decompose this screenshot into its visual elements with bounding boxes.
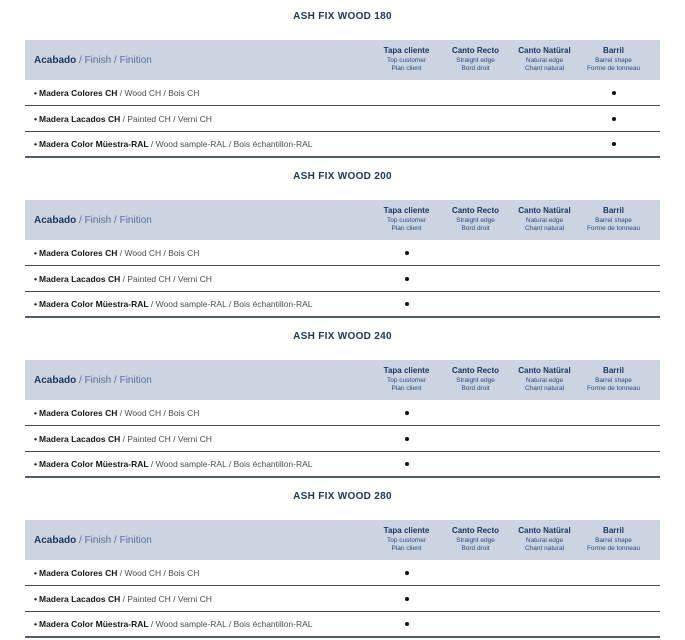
finish-name-bold: Madera Colores CH — [38, 567, 118, 578]
column-subtitle-line2: Bord droit — [461, 65, 490, 72]
availability-cell — [372, 240, 441, 265]
finish-name-bold: Madera Lacados CH — [38, 593, 121, 604]
column-header — [441, 527, 510, 553]
finish-name-bold: Madera Color Müestra-RAL — [38, 459, 149, 469]
availability-cell — [510, 586, 579, 611]
column-header — [510, 367, 579, 393]
availability-cell — [579, 400, 648, 425]
finish-name-bold: Madera Lacados CH — [38, 113, 121, 124]
availability-cell — [579, 560, 648, 585]
availability-cell — [441, 400, 510, 425]
column-header — [372, 367, 441, 393]
availability-cell — [510, 266, 579, 291]
availability-cell — [579, 266, 648, 291]
finish-name-bold: Madera Color Müestra-RAL — [38, 139, 149, 149]
column-header — [579, 367, 648, 393]
column-subtitle-line2: Plan client — [391, 385, 422, 392]
finish-name-translations: / Wood sample-RAL / Bois échantillon-RAL — [148, 299, 313, 309]
table-row — [25, 292, 660, 318]
finish-name-translations: / Wood CH / Bois CH — [117, 567, 200, 578]
column-header — [372, 207, 441, 233]
bullet-icon: • — [34, 139, 37, 149]
column-subtitle-line1: Barrel shape — [595, 377, 632, 384]
availability-cell — [372, 400, 441, 425]
finish-name-bold: Madera Lacados CH — [38, 273, 121, 284]
availability-cell — [441, 612, 510, 636]
availability-cell — [510, 400, 579, 425]
column-subtitle-line1: Straight edge — [456, 377, 495, 384]
column-subtitle-line2: Plan client — [391, 65, 422, 72]
availability-cell — [510, 132, 579, 156]
column-subtitle-line2: Forme de tonneau — [586, 65, 641, 72]
availability-dot-icon — [405, 277, 409, 281]
availability-cell — [579, 132, 648, 156]
availability-cell — [510, 612, 579, 636]
availability-cell — [441, 292, 510, 316]
availability-cell — [579, 426, 648, 451]
column-subtitle-line2: Chant natural — [524, 385, 565, 392]
availability-dot-icon — [405, 302, 409, 306]
column-subtitle-line1: Barrel shape — [595, 537, 632, 544]
finish-header-label — [25, 535, 372, 546]
availability-cell — [579, 586, 648, 611]
column-subtitle-line1: Straight edge — [456, 57, 495, 64]
column-title: Canto Natüral — [518, 206, 571, 215]
column-header — [510, 207, 579, 233]
header-label-bold: Acabado — [34, 534, 77, 546]
column-title: Canto Recto — [451, 206, 500, 215]
column-subtitle-line2: Bord droit — [461, 385, 490, 392]
finish-name-translations: / Painted CH / Verni CH — [120, 113, 212, 124]
column-subtitle-line1: Top customer — [386, 217, 427, 224]
header-label-bold: Acabado — [34, 54, 77, 66]
availability-cell — [372, 106, 441, 131]
column-subtitle-line2: Plan client — [391, 545, 422, 552]
finish-name — [25, 434, 372, 444]
finish-name — [25, 619, 372, 629]
header-band — [25, 520, 660, 560]
column-header — [510, 527, 579, 553]
header-label-bold: Acabado — [34, 214, 77, 226]
availability-cell — [579, 292, 648, 316]
column-title: Barril — [603, 366, 624, 375]
availability-cell — [579, 612, 648, 636]
table-row — [25, 80, 660, 106]
column-subtitle-line2: Plan client — [391, 225, 422, 232]
bullet-icon: • — [34, 247, 37, 258]
finish-name-bold: Madera Colores CH — [38, 407, 118, 418]
finish-name-translations: / Wood sample-RAL / Bois échantillon-RAL — [148, 619, 313, 629]
column-title: Canto Natüral — [518, 366, 571, 375]
header-band — [25, 40, 660, 80]
column-subtitle-line1: Natural edge — [525, 217, 564, 224]
table-row — [25, 266, 660, 292]
finish-header-label — [25, 375, 372, 386]
column-header — [441, 207, 510, 233]
column-subtitle-line2: Chant natural — [524, 545, 565, 552]
availability-cell — [441, 80, 510, 105]
availability-cell — [510, 292, 579, 316]
table-row — [25, 612, 660, 638]
finish-name-translations: / Wood CH / Bois CH — [117, 87, 200, 98]
finish-name — [25, 274, 372, 284]
finish-name — [25, 408, 372, 418]
bullet-icon: • — [34, 433, 37, 444]
product-table — [0, 480, 685, 640]
column-title: Canto Natüral — [518, 526, 571, 535]
table-row — [25, 132, 660, 158]
finish-name-translations: / Painted CH / Verni CH — [120, 433, 212, 444]
header-label-rest: / Finish / Finition — [76, 534, 152, 546]
availability-cell — [510, 426, 579, 451]
column-title: Canto Recto — [451, 46, 500, 55]
finish-name-translations: / Wood CH / Bois CH — [117, 247, 200, 258]
availability-cell — [441, 560, 510, 585]
availability-dot-icon — [405, 571, 409, 575]
finish-name — [25, 299, 372, 309]
availability-cell — [510, 560, 579, 585]
finish-name-bold: Madera Color Müestra-RAL — [38, 619, 149, 629]
bullet-icon: • — [34, 567, 37, 578]
column-subtitle-line2: Forme de tonneau — [586, 385, 641, 392]
finish-header-label — [25, 55, 372, 66]
column-header — [441, 47, 510, 73]
column-title: Canto Recto — [451, 366, 500, 375]
column-title: Tapa cliente — [383, 526, 430, 535]
column-title: Canto Recto — [451, 526, 500, 535]
finish-name-bold: Madera Colores CH — [38, 247, 118, 258]
finish-name-bold: Madera Colores CH — [38, 87, 118, 98]
availability-dot-icon — [405, 597, 409, 601]
table-row — [25, 400, 660, 426]
header-band — [25, 360, 660, 400]
availability-cell — [579, 452, 648, 476]
column-subtitle-line2: Bord droit — [461, 225, 490, 232]
availability-cell — [372, 452, 441, 476]
table-row — [25, 240, 660, 266]
column-subtitle-line1: Natural edge — [525, 57, 564, 64]
column-subtitle-line2: Chant natural — [524, 65, 565, 72]
availability-cell — [441, 132, 510, 156]
availability-cell — [441, 426, 510, 451]
table-title: ASH FIX WOOD 280 — [293, 491, 392, 502]
finish-name — [25, 248, 372, 258]
header-label-bold: Acabado — [34, 374, 77, 386]
availability-dot-icon — [405, 437, 409, 441]
table-row — [25, 426, 660, 452]
column-title: Barril — [603, 46, 624, 55]
product-table — [0, 320, 685, 480]
availability-cell — [372, 586, 441, 611]
table-title: ASH FIX WOOD 240 — [293, 331, 392, 342]
column-subtitle-line2: Forme de tonneau — [586, 545, 641, 552]
finish-name-translations: / Wood sample-RAL / Bois échantillon-RAL — [148, 139, 313, 149]
column-subtitle-line1: Straight edge — [456, 537, 495, 544]
column-subtitle-line1: Barrel shape — [595, 217, 632, 224]
finish-name — [25, 139, 372, 149]
column-title: Tapa cliente — [383, 366, 430, 375]
column-header — [441, 367, 510, 393]
column-header — [579, 207, 648, 233]
column-header — [510, 47, 579, 73]
column-subtitle-line2: Forme de tonneau — [586, 225, 641, 232]
availability-cell — [579, 80, 648, 105]
availability-dot-icon — [612, 91, 616, 95]
availability-cell — [372, 266, 441, 291]
column-title: Canto Natüral — [518, 46, 571, 55]
finish-name-translations: / Wood sample-RAL / Bois échantillon-RAL — [148, 459, 313, 469]
column-subtitle-line2: Bord droit — [461, 545, 490, 552]
finish-name-translations: / Painted CH / Verni CH — [120, 593, 212, 604]
availability-cell — [441, 106, 510, 131]
availability-cell — [510, 240, 579, 265]
finish-name-translations: / Wood CH / Bois CH — [117, 407, 200, 418]
availability-cell — [441, 452, 510, 476]
bullet-icon: • — [34, 459, 37, 469]
finish-name-bold: Madera Lacados CH — [38, 433, 121, 444]
column-subtitle-line1: Straight edge — [456, 217, 495, 224]
availability-cell — [579, 240, 648, 265]
availability-dot-icon — [612, 142, 616, 146]
availability-dot-icon — [612, 117, 616, 121]
column-header — [372, 47, 441, 73]
column-subtitle-line1: Natural edge — [525, 377, 564, 384]
header-label-rest: / Finish / Finition — [76, 214, 152, 226]
availability-cell — [372, 560, 441, 585]
column-header — [372, 527, 441, 553]
column-subtitle-line1: Top customer — [386, 57, 427, 64]
finish-name-translations: / Painted CH / Verni CH — [120, 273, 212, 284]
availability-dot-icon — [405, 411, 409, 415]
table-title: ASH FIX WOOD 200 — [293, 171, 392, 182]
bullet-icon: • — [34, 87, 37, 98]
column-header — [579, 527, 648, 553]
bullet-icon: • — [34, 407, 37, 418]
header-band — [25, 200, 660, 240]
availability-cell — [441, 586, 510, 611]
availability-cell — [372, 80, 441, 105]
header-label-rest: / Finish / Finition — [76, 374, 152, 386]
finish-name — [25, 459, 372, 469]
availability-cell — [441, 266, 510, 291]
column-title: Barril — [603, 206, 624, 215]
availability-cell — [372, 132, 441, 156]
column-subtitle-line2: Chant natural — [524, 225, 565, 232]
table-title: ASH FIX WOOD 180 — [293, 11, 392, 22]
finish-name — [25, 568, 372, 578]
product-table — [0, 160, 685, 320]
finish-name-bold: Madera Color Müestra-RAL — [38, 299, 149, 309]
availability-cell — [510, 80, 579, 105]
table-row — [25, 452, 660, 478]
availability-cell — [441, 240, 510, 265]
availability-cell — [372, 612, 441, 636]
column-subtitle-line1: Natural edge — [525, 537, 564, 544]
availability-cell — [372, 426, 441, 451]
column-title: Barril — [603, 526, 624, 535]
availability-dot-icon — [405, 251, 409, 255]
availability-cell — [579, 106, 648, 131]
table-row — [25, 586, 660, 612]
bullet-icon: • — [34, 113, 37, 124]
availability-cell — [510, 452, 579, 476]
header-label-rest: / Finish / Finition — [76, 54, 152, 66]
table-row — [25, 560, 660, 586]
availability-cell — [510, 106, 579, 131]
bullet-icon: • — [34, 299, 37, 309]
product-table — [0, 0, 685, 160]
bullet-icon: • — [34, 273, 37, 284]
table-row — [25, 106, 660, 132]
finish-name — [25, 114, 372, 124]
column-subtitle-line1: Top customer — [386, 377, 427, 384]
column-subtitle-line1: Top customer — [386, 537, 427, 544]
column-subtitle-line1: Barrel shape — [595, 57, 632, 64]
finish-name — [25, 88, 372, 98]
availability-dot-icon — [405, 622, 409, 626]
bullet-icon: • — [34, 593, 37, 604]
column-header — [579, 47, 648, 73]
bullet-icon: • — [34, 619, 37, 629]
column-title: Tapa cliente — [383, 46, 430, 55]
column-title: Tapa cliente — [383, 206, 430, 215]
finish-name — [25, 594, 372, 604]
availability-dot-icon — [405, 462, 409, 466]
finish-header-label — [25, 215, 372, 226]
availability-cell — [372, 292, 441, 316]
